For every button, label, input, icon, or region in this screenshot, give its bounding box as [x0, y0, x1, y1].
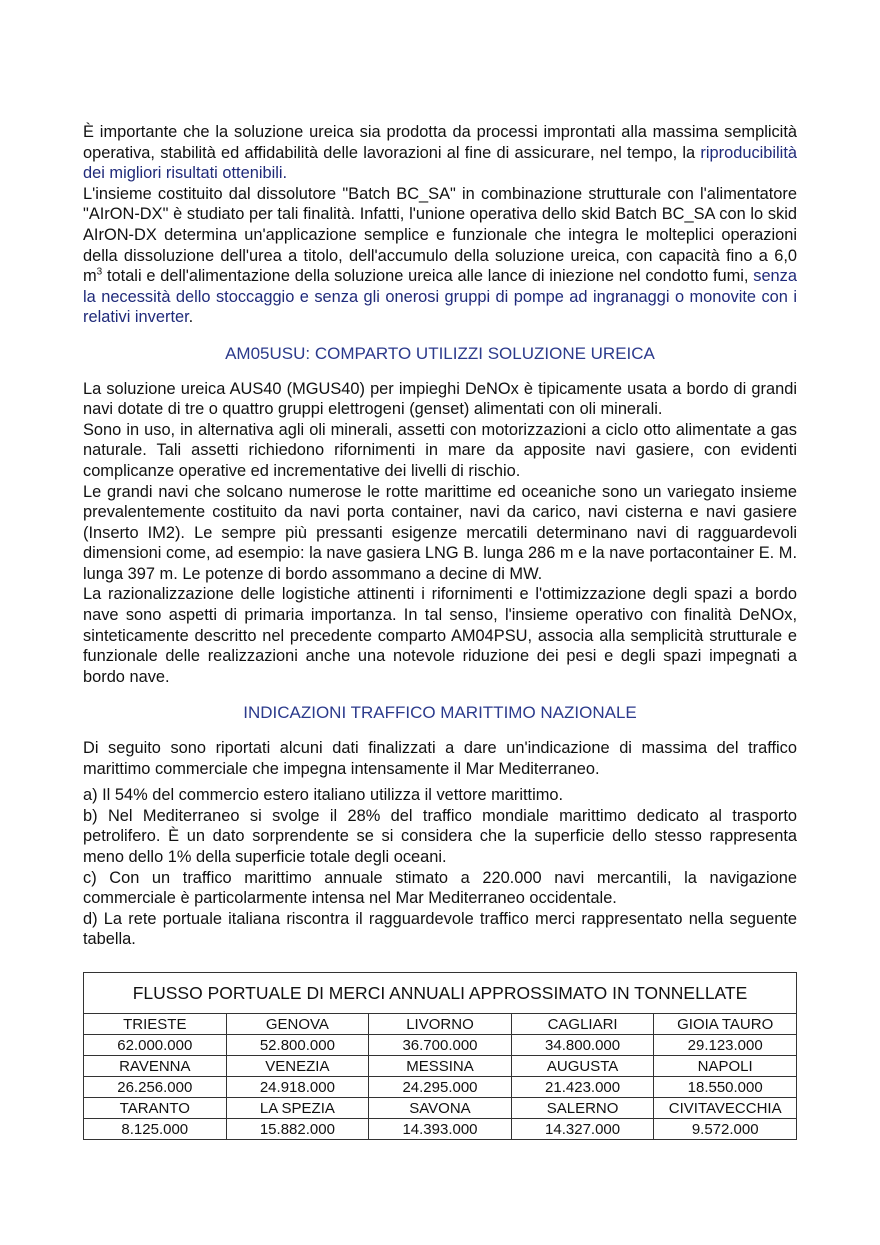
- section1-paragraph-3: Le grandi navi che solcano numerose le rotte marittime ed oceaniche sono un variegato insieme prevalentemente costituito da navi porta container, navi da carico, navi cisterna e navi gasiere (Inserto IM2). Le sempre più pressanti esigenze mercatili determinano navi di ragguardevoli dimensioni come, ad esempio: la nave gasiera LNG B. lunga 286 m e la nave portacontainer E. M. lunga 397 m. Le potenze di bordo assommano a decine di MW.: [83, 482, 797, 583]
- port-freight-table: [83, 972, 797, 1140]
- table-row: [84, 1056, 797, 1077]
- table-cell: 24.918.000: [226, 1077, 369, 1098]
- section-heading-traffico: INDICAZIONI TRAFFICO MARITTIMO NAZIONALE: [243, 703, 637, 723]
- table-cell: 52.800.000: [226, 1035, 369, 1056]
- table-cell: 15.882.000: [226, 1119, 369, 1140]
- intro-highlight: senza la necessità dello stoccaggio e senza gli onerosi gruppi di pompe ad ingranaggi o monovite con i relativi inverter: [83, 267, 797, 327]
- section1-paragraph-1: La soluzione ureica AUS40 (MGUS40) per impieghi DeNOx è tipicamente usata a bordo di grandi navi dotate di tre o quattro gruppi elettrogeni (genset) alimentati con oli minerali.: [83, 379, 797, 419]
- table-cell: TARANTO: [84, 1098, 227, 1119]
- table-cell: SALERNO: [511, 1098, 654, 1119]
- table-cell: MESSINA: [369, 1056, 512, 1077]
- intro-highlight: riproducibilità dei migliori risultati ottenibili.: [83, 143, 797, 183]
- table-cell: AUGUSTA: [511, 1056, 654, 1077]
- section1-paragraph-4: La razionalizzazione delle logistiche attinenti i rifornimenti e l'ottimizzazione degli spazi a bordo nave sono aspetti di primaria importanza. In tal senso, l'insieme operativo con finalità DeNOx, sinteticamente descritto nel precedente comparto AM04PSU, associa alla semplicità strutturale e funzionale delle realizzazioni anche una notevole riduzione dei pesi e degli spazi impegnati a bordo nave.: [83, 585, 797, 686]
- table-cell: 8.125.000: [84, 1119, 227, 1140]
- list-item-b: b) Nel Mediterraneo si svolge il 28% del traffico mondiale marittimo dedicato al trasporto petrolifero. È un dato sorprendente se si considera che la superficie dello stesso rappresenta meno dello 1% della superficie totale degli oceani.: [83, 806, 797, 866]
- document-body: [83, 122, 797, 950]
- list-item-a: a) Il 54% del commercio estero italiano utilizza il vettore marittimo.: [83, 786, 564, 805]
- table-cell: LA SPEZIA: [226, 1098, 369, 1119]
- table-cell: 26.256.000: [84, 1077, 227, 1098]
- table-cell: CAGLIARI: [511, 1014, 654, 1035]
- table-cell: 62.000.000: [84, 1035, 227, 1056]
- list-item-c: c) Con un traffico marittimo annuale stimato a 220.000 navi mercantili, la navigazione commerciale è particolarmente intensa nel Mar Mediterraneo occidentale.: [83, 868, 797, 908]
- intro-paragraph-2: [83, 184, 797, 328]
- section-heading-am05usu: AM05USU: COMPARTO UTILIZZI SOLUZIONE UREICA: [225, 343, 655, 363]
- intro-text: totali e dell'alimentazione della soluzione ureica alle lance di iniezione nel condotto fumi,: [102, 267, 754, 286]
- table-row: [84, 1035, 797, 1056]
- table-cell: 14.327.000: [511, 1119, 654, 1140]
- section2-paragraph-1: Di seguito sono riportati alcuni dati finalizzati a dare un'indicazione di massima del traffico marittimo commerciale che impegna intensamente il Mar Mediterraneo.: [83, 739, 797, 778]
- section1-paragraph-2: Sono in uso, in alternativa agli oli minerali, assetti con motorizzazioni a ciclo otto alimentate a gas naturale. Tali assetti richiedono rifornimenti in mare da apposite navi gasiere, con evidenti complicanze operative ed incrementative dei livelli di rischio.: [83, 420, 797, 480]
- table-row: [84, 1119, 797, 1140]
- list-item-d: d) La rete portuale italiana riscontra il ragguardevole traffico merci rappresentato nella seguente tabella.: [83, 909, 797, 949]
- table-cell: SAVONA: [369, 1098, 512, 1119]
- table-cell: CIVITAVECCHIA: [654, 1098, 797, 1119]
- intro-text: L'insieme costituito dal dissolutore "Batch BC_SA" in combinazione strutturale con l'alimentatore "AIrON-DX" è studiato per tali finalità. Infatti, l'unione operativa dello skid Batch BC_SA con lo skid AIrON-DX determina un'applicazione semplice e funzionale che integra le molteplici operazioni della dissoluzione dell'urea a titolo, dell'accumulo della soluzione ureica, con capacità fino a 6,0 m: [83, 184, 797, 286]
- table-cell: GENOVA: [226, 1014, 369, 1035]
- table-cell: RAVENNA: [84, 1056, 227, 1077]
- table-body: [84, 1014, 797, 1140]
- table-cell: 36.700.000: [369, 1035, 512, 1056]
- table-cell: 34.800.000: [511, 1035, 654, 1056]
- table-cell: 9.572.000: [654, 1119, 797, 1140]
- intro-text: .: [188, 308, 194, 327]
- intro-text: È importante che la soluzione ureica sia prodotta da processi improntati alla massima semplicità operativa, stabilità ed affidabilità delle lavorazioni al fine di assicurare, nel tempo, la: [83, 123, 797, 162]
- table-cell: LIVORNO: [369, 1014, 512, 1035]
- superscript: 3: [96, 266, 103, 278]
- table-cell: 21.423.000: [511, 1077, 654, 1098]
- intro-paragraph-1: [83, 122, 797, 184]
- table-cell: 24.295.000: [369, 1077, 512, 1098]
- table-cell: GIOIA TAURO: [654, 1014, 797, 1035]
- table-cell: 14.393.000: [369, 1119, 512, 1140]
- table-caption: FLUSSO PORTUALE DI MERCI ANNUALI APPROSSIMATO IN TONNELLATE: [84, 973, 797, 1014]
- table-row: [84, 1098, 797, 1119]
- table-cell: VENEZIA: [226, 1056, 369, 1077]
- table-cell: 18.550.000: [654, 1077, 797, 1098]
- table-cell: NAPOLI: [654, 1056, 797, 1077]
- table-row: [84, 1077, 797, 1098]
- table-row: [84, 1014, 797, 1035]
- table-cell: 29.123.000: [654, 1035, 797, 1056]
- table-cell: TRIESTE: [84, 1014, 227, 1035]
